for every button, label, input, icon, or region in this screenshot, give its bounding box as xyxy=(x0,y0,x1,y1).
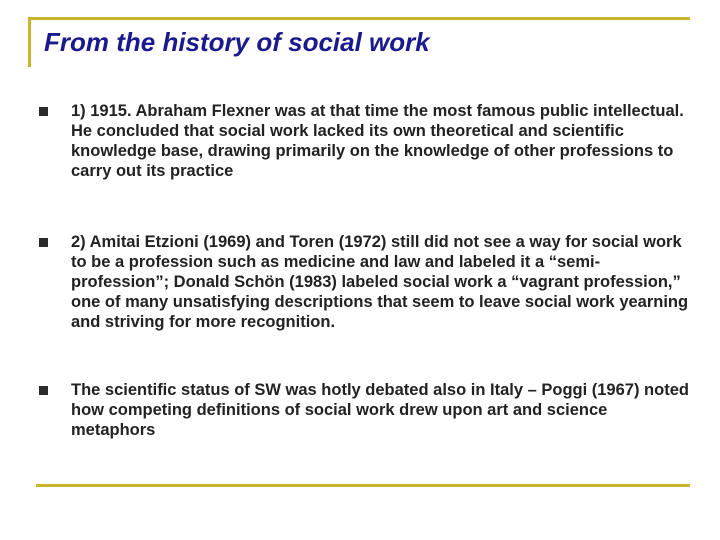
bullet-text-etzioni: 2) Amitai Etzioni (1969) and Toren (1972) still did not see a way for social work to be a profession such as medicine and law and labeled it a “semi-profession”; Donald Schön (1983) labeled social work a “vagrant profession,” one of many unsatisfying descriptions that seem to leave social work yearning and striving for more recognition. xyxy=(71,233,689,331)
bullet-text-flexner: 1) 1915. Abraham Flexner was at that time the most famous public intellectual. He concluded that social work lacked its own theoretical and scientific knowledge base, drawing primarily on the knowledge of other professions to carry out its practice xyxy=(71,102,684,180)
title-frame-top-rule xyxy=(28,17,690,20)
square-bullet-icon xyxy=(39,107,48,116)
square-bullet-icon xyxy=(39,238,48,247)
bullet-text-italy: The scientific status of SW was hotly debated also in Italy – Poggi (1967) noted how competing definitions of social work drew upon art and science metaphors xyxy=(71,381,689,439)
square-bullet-icon xyxy=(39,386,48,395)
slide-title: From the history of social work xyxy=(44,27,430,57)
footer-rule xyxy=(36,484,690,487)
title-frame-left-rule xyxy=(28,17,31,67)
